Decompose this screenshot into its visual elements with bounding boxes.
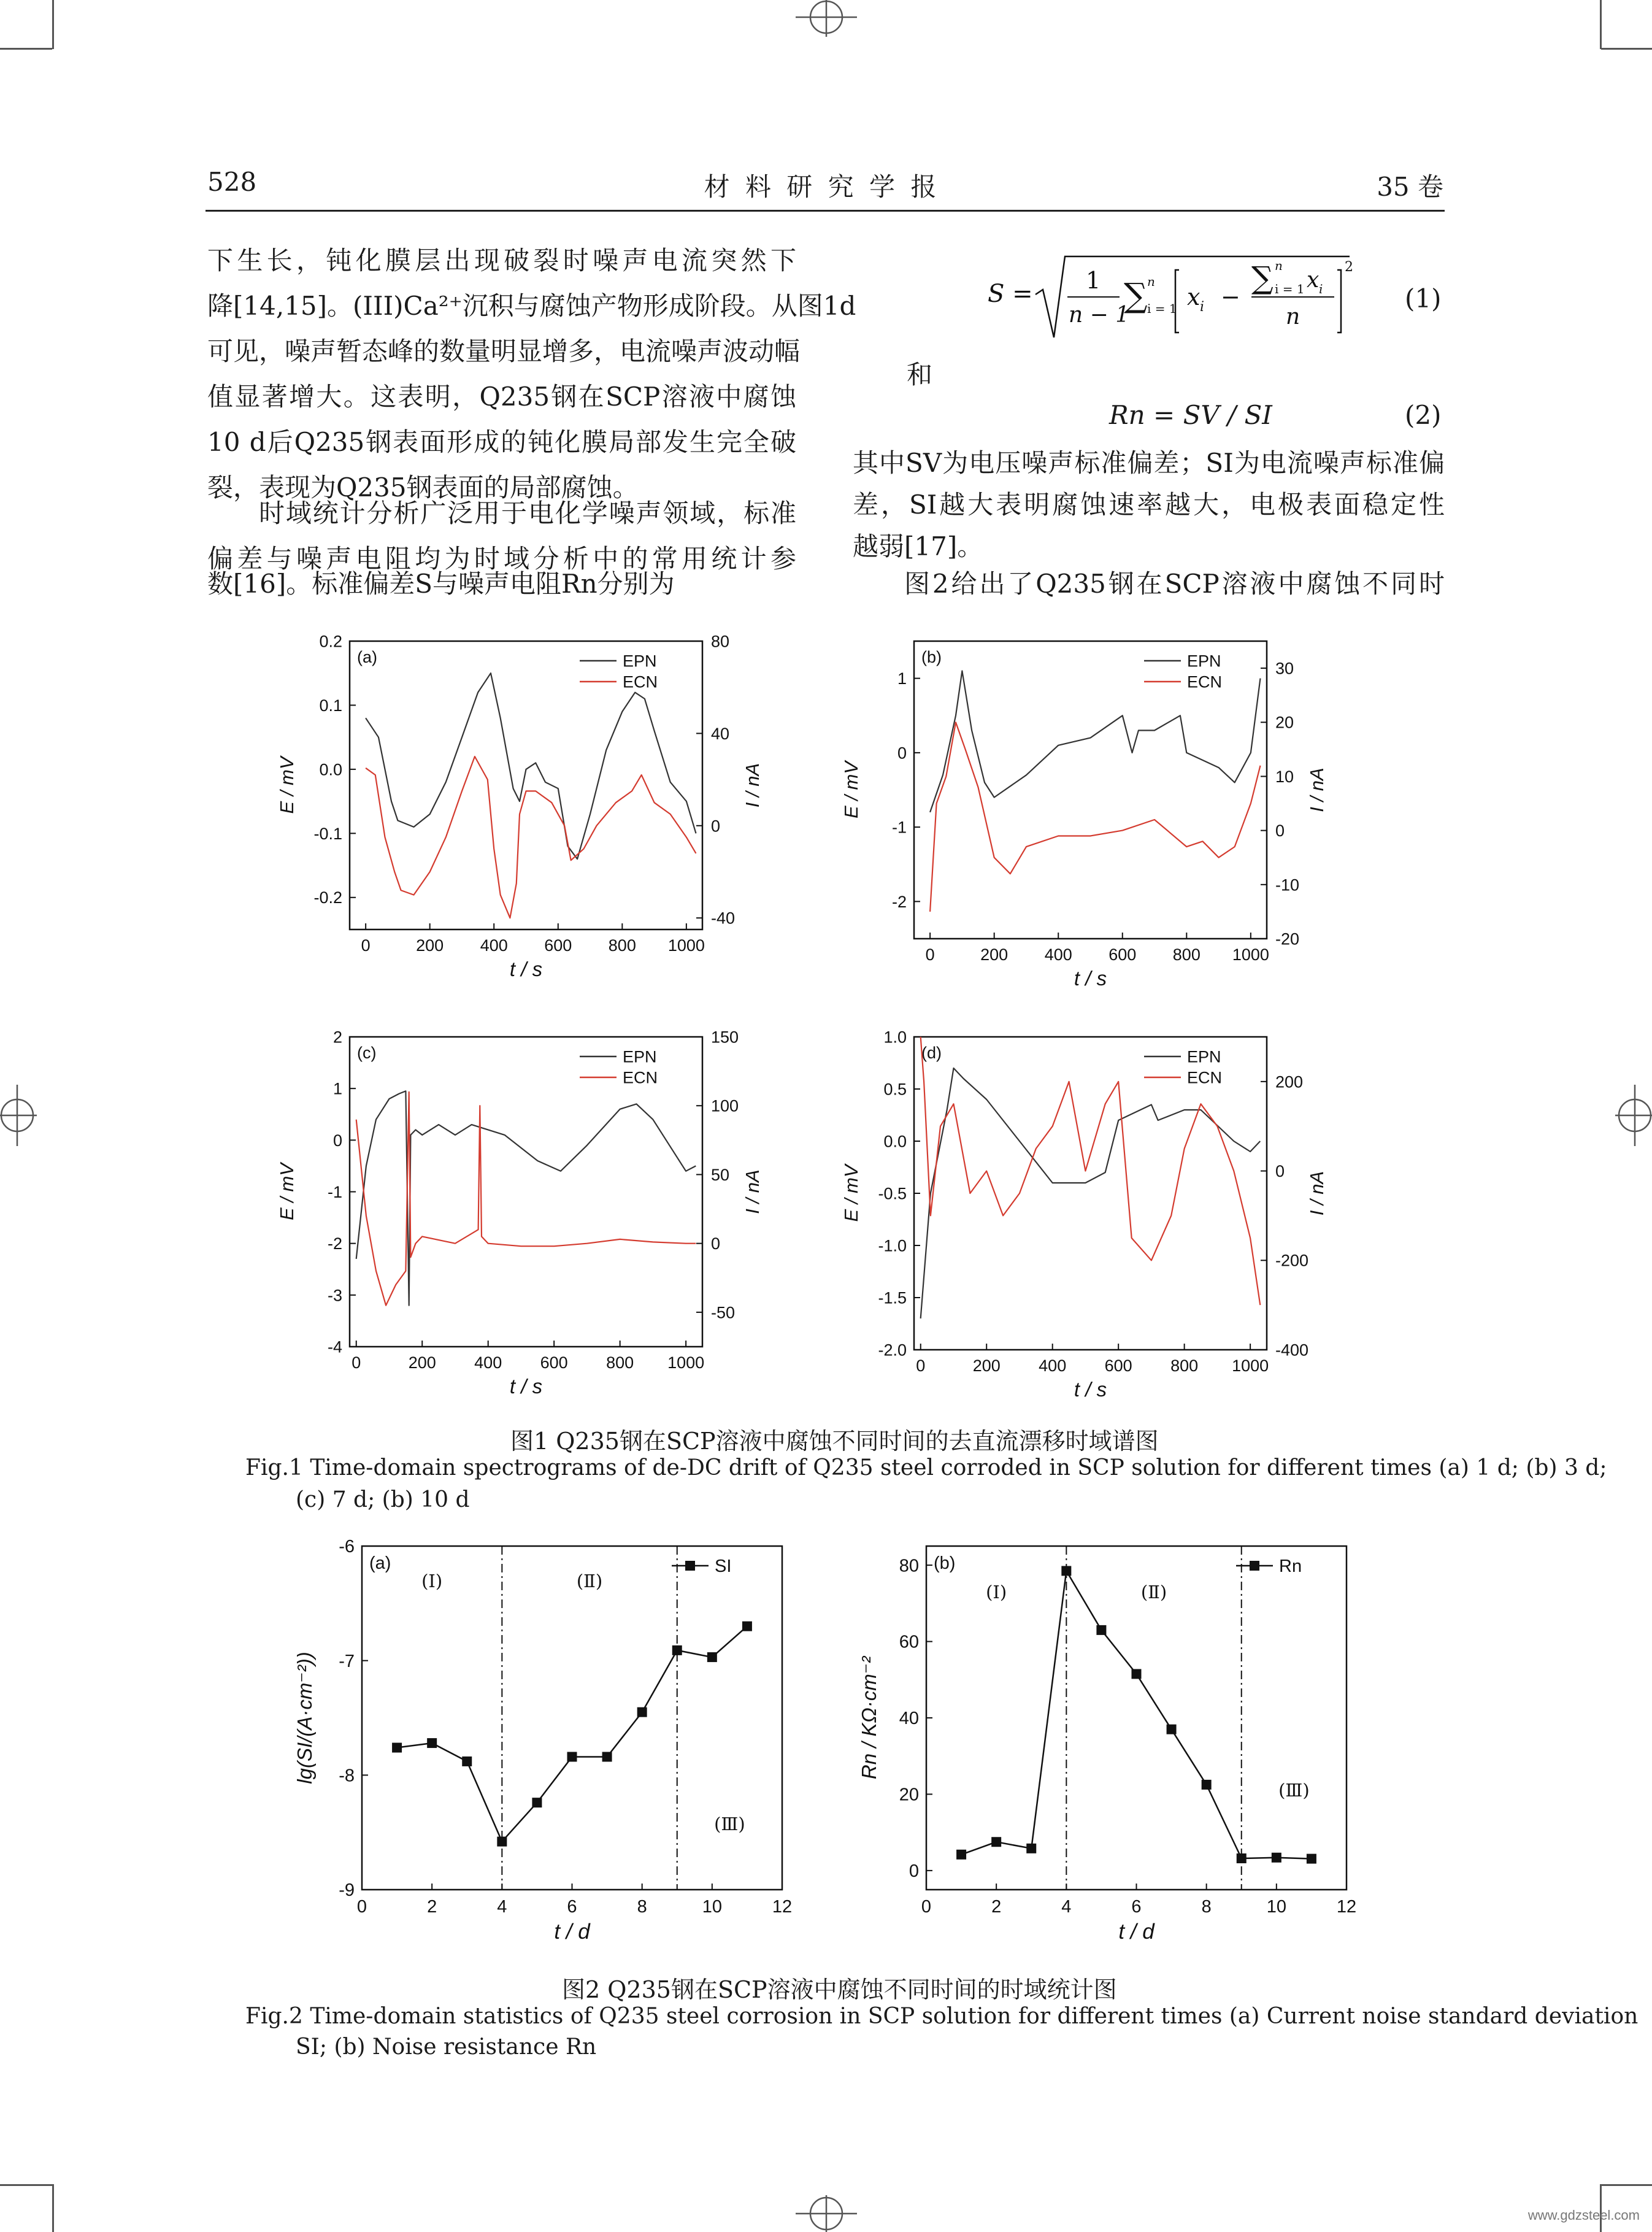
y2-tick-label: -10	[1275, 875, 1300, 895]
x-tick-label: 0	[361, 936, 371, 955]
x-tick-label: 800	[1172, 945, 1201, 964]
data-point	[1307, 1854, 1316, 1864]
data-point	[462, 1757, 472, 1766]
fig2-caption-cn: 图2 Q235钢在SCP溶液中腐蚀不同时间的时域统计图	[562, 1976, 1117, 2003]
eq1-number: (1)	[1405, 283, 1442, 314]
region-label: (Ⅱ)	[1140, 1582, 1167, 1603]
x-tick-label: 400	[1039, 1357, 1067, 1375]
eq1-inner-x: x	[1307, 267, 1320, 293]
legend-label: ECN	[623, 1068, 658, 1087]
body-line: 值显著增大。这表明，Q235钢在SCP溶液中腐蚀	[207, 382, 796, 412]
series-line-ecn	[356, 1092, 696, 1306]
panel-label: (b)	[921, 648, 942, 666]
x-tick-label: 0	[916, 1357, 926, 1375]
x-tick-label: 600	[1108, 945, 1137, 964]
y-tick-label: -1.5	[878, 1288, 907, 1307]
data-point	[672, 1645, 682, 1655]
data-point	[956, 1850, 966, 1860]
x-axis-label: t / s	[1074, 1378, 1107, 1401]
data-point	[1061, 1566, 1071, 1576]
plot-frame	[362, 1546, 782, 1890]
y-tick-label: 0.0	[883, 1132, 907, 1151]
fig1-panel-c	[270, 1022, 810, 1402]
equation-2: Rn = SV / SI	[1109, 400, 1272, 430]
y-tick-label: 80	[899, 1556, 919, 1576]
panel-label: (c)	[357, 1044, 377, 1062]
x-tick-label: 4	[1061, 1897, 1072, 1917]
legend-label: EPN	[1187, 652, 1221, 671]
y2-axis-label: I / nA	[742, 1169, 763, 1214]
fig2-panel-a	[270, 1534, 810, 1963]
y2-tick-label: 40	[711, 724, 730, 743]
registration-mark-bottom	[796, 2195, 857, 2232]
y2-tick-label: 50	[711, 1165, 730, 1184]
x-tick-label: 800	[1170, 1357, 1199, 1375]
x-tick-label: 800	[608, 936, 636, 955]
data-point	[392, 1743, 402, 1753]
y-tick-label: 0	[909, 1861, 919, 1882]
y-tick-label: -8	[339, 1766, 355, 1786]
y-axis-label: E / mV	[840, 761, 862, 819]
fig1-panel-d	[834, 1022, 1374, 1402]
y-tick-label: 0.1	[319, 696, 342, 715]
legend-label: EPN	[1187, 1047, 1221, 1066]
y-tick-label: 1	[897, 669, 907, 688]
x-tick-label: 6	[567, 1897, 577, 1917]
body-line: 其中SV为电压噪声标准偏差；SI为电流噪声标准偏	[853, 448, 1445, 478]
eq1-power: 2	[1345, 260, 1353, 275]
y2-tick-label: 0	[711, 817, 721, 836]
crop-mark	[1601, 48, 1652, 50]
data-point	[991, 1837, 1001, 1847]
body-line: 数[16]。标准偏差S与噪声电阻Rn分别为	[207, 569, 675, 599]
region-label: (Ⅱ)	[576, 1571, 603, 1591]
fig1-caption-en-cont: (c) 7 d; (b) 10 d	[296, 1487, 470, 1512]
y-axis-label: E / mV	[276, 756, 298, 814]
x-tick-label: 1000	[667, 1353, 705, 1372]
y2-tick-label: -200	[1275, 1251, 1309, 1270]
series-line-epn	[921, 1068, 1261, 1318]
legend-label: EPN	[623, 1047, 657, 1066]
panel-label: (b)	[934, 1553, 956, 1573]
y-tick-label: 1.0	[883, 1028, 907, 1047]
eq1-sum-sup: n	[1147, 274, 1155, 289]
y2-tick-label: 100	[711, 1096, 739, 1115]
eq1-minus: −	[1221, 283, 1240, 310]
eq1-inner-sup: n	[1275, 258, 1283, 273]
y-tick-label: -2.0	[878, 1341, 907, 1360]
fig2-panel-b	[834, 1534, 1374, 1963]
y-tick-label: 0	[897, 744, 907, 763]
y-tick-label: -9	[339, 1880, 355, 1901]
x-tick-label: 8	[1201, 1897, 1212, 1917]
y2-tick-label: -20	[1275, 929, 1300, 949]
region-label: (Ⅲ)	[714, 1814, 745, 1834]
y2-tick-label: 30	[1275, 659, 1294, 678]
x-tick-label: 400	[1044, 945, 1072, 964]
y-tick-label: 60	[899, 1632, 919, 1652]
body-line: 差，SI越大表明腐蚀速率越大，电极表面稳定性	[853, 490, 1445, 520]
legend-marker	[685, 1561, 695, 1571]
x-tick-label: 800	[606, 1353, 634, 1372]
y-tick-label: 0	[332, 1131, 342, 1150]
legend-label: ECN	[1187, 672, 1223, 691]
series-line-ecn	[366, 756, 696, 918]
data-point	[567, 1752, 577, 1761]
body-line: 10 d后Q235钢表面形成的钝化膜局部发生完全破	[207, 427, 796, 457]
y-tick-label: -6	[339, 1537, 355, 1557]
volume-label: 35 卷	[1377, 172, 1443, 202]
y-tick-label: -3	[327, 1286, 342, 1305]
y-tick-label: 1	[332, 1079, 342, 1098]
body-line: 下生长，钝化膜层出现破裂时噪声电流突然下	[207, 245, 796, 275]
y-tick-label: -4	[327, 1337, 342, 1357]
x-tick-label: 6	[1131, 1897, 1142, 1917]
data-point	[602, 1752, 612, 1761]
eq1-denominator: n − 1	[1069, 302, 1130, 328]
legend-label: EPN	[623, 652, 657, 671]
eq1-inner-sub: i = 1	[1275, 282, 1305, 296]
fig1-caption-en: Fig.1 Time-domain spectrograms of de-DC drift of Q235 steel corroded in SCP solution for different times (a) 1 d; (b) 3 d;	[245, 1455, 1607, 1480]
y2-tick-label: -50	[711, 1303, 736, 1322]
y2-tick-label: 0	[711, 1234, 721, 1253]
y2-tick-label: -40	[711, 909, 736, 928]
fig1-panel-a	[270, 626, 810, 1006]
y2-tick-label: -400	[1275, 1341, 1309, 1360]
y-tick-label: -1	[327, 1182, 342, 1201]
legend-label: Rn	[1279, 1557, 1302, 1577]
eq1-inner-den: n	[1286, 304, 1300, 329]
x-tick-label: 600	[1104, 1357, 1132, 1375]
crop-mark	[52, 2184, 54, 2232]
y-axis-label: Rn / KΩ·cm⁻²	[858, 1656, 880, 1780]
x-axis-label: t / d	[1118, 1920, 1154, 1944]
registration-mark-top	[796, 0, 857, 37]
fig2-caption-en: Fig.2 Time-domain statistics of Q235 steel corrosion in SCP solution for different times (a) Current noise standard deviation	[245, 2004, 1639, 2029]
body-line: 偏差与噪声电阻均为时域分析中的常用统计参	[207, 544, 796, 574]
data-point	[427, 1738, 437, 1748]
y2-axis-label: I / nA	[742, 763, 763, 808]
equation-1	[982, 245, 1362, 350]
x-tick-label: 10	[702, 1897, 722, 1917]
data-point	[532, 1798, 542, 1807]
y-axis-label: lg(SI/(A·cm⁻²))	[293, 1652, 316, 1784]
x-tick-label: 0	[352, 1353, 361, 1372]
y2-axis-label: I / nA	[1306, 768, 1327, 812]
eq1-numerator: 1	[1086, 267, 1101, 294]
watermark: www.gdzsteel.com	[1527, 2207, 1640, 2223]
y-tick-label: -0.1	[313, 824, 342, 843]
data-point	[1202, 1780, 1212, 1790]
y2-tick-label: 20	[1275, 713, 1294, 732]
region-label: (Ⅲ)	[1278, 1780, 1310, 1801]
y-tick-label: -7	[339, 1651, 355, 1671]
data-point	[1132, 1669, 1142, 1679]
fig2-caption-en-cont: SI; (b) Noise resistance Rn	[296, 2034, 597, 2060]
x-tick-label: 0	[356, 1897, 367, 1917]
y-tick-label: 20	[899, 1785, 919, 1805]
eq1-inner-sigma: ∑	[1251, 260, 1274, 296]
data-point	[742, 1622, 752, 1631]
panel-label: (a)	[369, 1553, 391, 1573]
x-tick-label: 200	[980, 945, 1008, 964]
y2-tick-label: 10	[1275, 767, 1294, 786]
y2-tick-label: 150	[711, 1028, 739, 1047]
eq1-inner-x-sub: i	[1319, 282, 1323, 296]
x-tick-label: 0	[925, 945, 935, 964]
body-line: 越弱[17]。	[853, 531, 983, 561]
crop-mark	[0, 48, 52, 50]
header-rule	[206, 210, 1445, 212]
eq2-number: (2)	[1405, 400, 1442, 430]
y-tick-label: -2	[891, 892, 907, 911]
crop-mark	[1600, 0, 1602, 49]
eq1-x-sub: i	[1200, 299, 1205, 315]
conjunction: 和	[907, 360, 933, 390]
legend-label: SI	[715, 1557, 732, 1577]
eq1-x: x	[1187, 283, 1201, 310]
crop-mark	[52, 0, 54, 49]
x-tick-label: 600	[540, 1353, 568, 1372]
y2-tick-label: 0	[1275, 1162, 1285, 1181]
data-point	[1237, 1853, 1247, 1863]
x-tick-label: 1000	[667, 936, 705, 955]
legend-label: ECN	[623, 672, 658, 691]
y-tick-label: -1	[891, 818, 907, 837]
y-tick-label: -0.5	[878, 1184, 907, 1203]
x-tick-label: 4	[497, 1897, 507, 1917]
body-line: 时域统计分析广泛用于电化学噪声领域，标准	[259, 498, 796, 528]
eq1-lhs: S =	[988, 280, 1033, 308]
data-point	[497, 1837, 507, 1847]
x-tick-label: 2	[427, 1897, 437, 1917]
data-point	[1272, 1853, 1281, 1863]
x-axis-label: t / s	[509, 958, 543, 980]
y-tick-label: -2	[327, 1234, 342, 1253]
region-label: (Ⅰ)	[986, 1582, 1007, 1603]
y2-tick-label: 200	[1275, 1072, 1304, 1091]
data-point	[1026, 1844, 1036, 1853]
y-tick-label: -1.0	[878, 1236, 907, 1255]
page-number: 528	[207, 167, 257, 197]
x-tick-label: 10	[1266, 1897, 1286, 1917]
x-axis-label: t / d	[554, 1920, 590, 1944]
legend-label: ECN	[1187, 1068, 1223, 1087]
x-tick-label: 400	[480, 936, 508, 955]
body-line: 图2给出了Q235钢在SCP溶液中腐蚀不同时	[904, 569, 1445, 599]
journal-title: 材 料 研 究 学 报	[704, 172, 940, 202]
y2-tick-label: 0	[1275, 822, 1285, 841]
y2-axis-label: I / nA	[1306, 1171, 1327, 1216]
fig1-caption-cn: 图1 Q235钢在SCP溶液中腐蚀不同时间的去直流漂移时域谱图	[510, 1428, 1159, 1455]
crop-mark	[0, 2184, 52, 2186]
x-tick-label: 2	[991, 1897, 1002, 1917]
x-axis-label: t / s	[1074, 967, 1107, 990]
data-point	[1096, 1625, 1106, 1635]
body-line: 裂，表现为Q235钢表面的局部腐蚀。	[207, 472, 639, 502]
data-point	[707, 1652, 717, 1662]
y2-tick-label: 80	[711, 632, 730, 651]
fig1-panel-b	[834, 626, 1374, 1006]
body-line: 降[14,15]。(III)Ca²⁺沉积与腐蚀产物形成阶段。从图1d	[207, 291, 856, 321]
x-axis-label: t / s	[509, 1375, 543, 1398]
x-tick-label: 8	[637, 1897, 647, 1917]
x-tick-label: 200	[416, 936, 444, 955]
crop-mark	[1601, 2184, 1652, 2186]
series-line-epn	[366, 673, 696, 859]
x-tick-label: 600	[544, 936, 572, 955]
series-line-si	[397, 1626, 747, 1842]
y-tick-label: -0.2	[313, 888, 342, 907]
eq1-sum-sub: i = 1	[1147, 301, 1177, 316]
panel-label: (a)	[357, 648, 377, 666]
data-point	[1167, 1725, 1177, 1734]
x-tick-label: 200	[408, 1353, 436, 1372]
y-tick-label: 0.2	[319, 632, 342, 651]
series-line-ecn	[930, 722, 1260, 912]
x-tick-label: 1000	[1232, 1357, 1269, 1375]
x-tick-label: 12	[772, 1897, 793, 1917]
y-tick-label: 0.0	[319, 760, 342, 779]
registration-mark-right	[1615, 1085, 1652, 1146]
x-tick-label: 400	[474, 1353, 502, 1372]
data-point	[637, 1707, 647, 1717]
y-tick-label: 2	[332, 1028, 342, 1047]
region-label: (Ⅰ)	[421, 1571, 443, 1591]
series-line-rn	[961, 1571, 1312, 1858]
x-tick-label: 12	[1336, 1897, 1357, 1917]
y-axis-label: E / mV	[276, 1163, 298, 1221]
y-tick-label: 40	[899, 1709, 919, 1729]
x-tick-label: 200	[972, 1357, 1001, 1375]
body-line: 可见，噪声暂态峰的数量明显增多，电流噪声波动幅	[207, 336, 801, 366]
x-tick-label: 1000	[1232, 945, 1269, 964]
legend-marker	[1250, 1561, 1259, 1571]
y-tick-label: 0.5	[883, 1080, 907, 1099]
y-axis-label: E / mV	[840, 1164, 862, 1222]
panel-label: (d)	[921, 1044, 942, 1062]
x-tick-label: 0	[921, 1897, 932, 1917]
eq1-sigma: ∑	[1124, 276, 1148, 315]
registration-mark-left	[0, 1085, 37, 1146]
